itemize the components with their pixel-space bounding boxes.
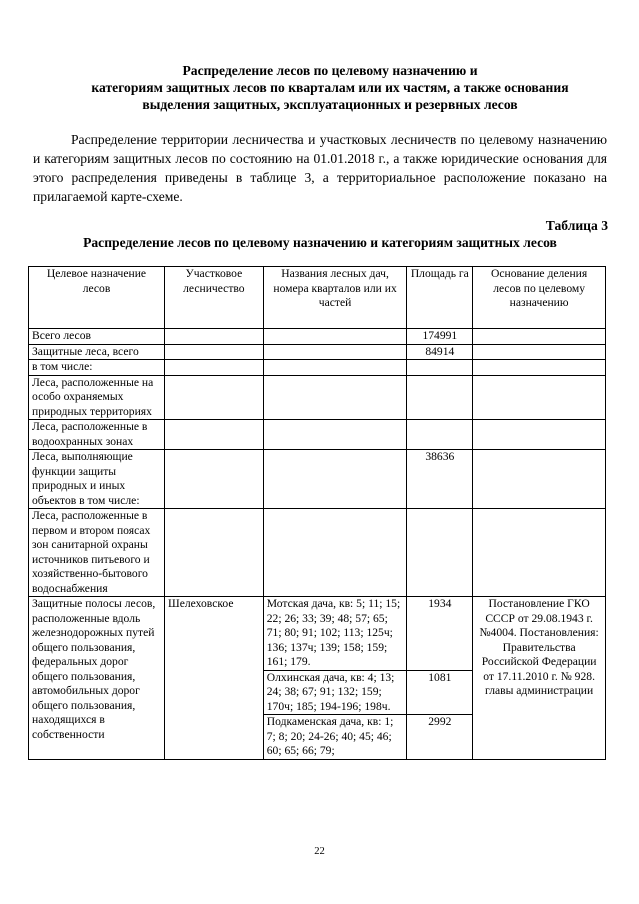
basis-cell: [473, 360, 606, 376]
header-dachas: Названия лесных дач, номера кварталов или их частей: [263, 267, 407, 329]
dachas-cell: [263, 420, 407, 450]
table-title: Распределение лесов по целевому назначению и категориям защитных лесов: [83, 235, 557, 250]
purpose-cell: Защитные леса, всего: [29, 344, 165, 360]
district-cell: [165, 509, 264, 597]
table-row: [29, 597, 606, 671]
dachas-cell: Подкаменская дача, кв: 1; 7; 8; 20; 24-26; 40; 45; 46; 60; 65; 66; 79;: [263, 715, 407, 760]
area-cell: [407, 420, 473, 450]
district-cell: [165, 450, 264, 509]
district-cell: [165, 375, 264, 420]
header-basis: Основание деления лесов по целевому назначению: [473, 267, 606, 329]
purpose-cell: Леса, расположенные в первом и втором поясах зон санитарной охраны источников питьевого и хозяйственно-бытового водоснабжения: [29, 509, 165, 597]
dachas-cell: [263, 344, 407, 360]
area-cell: [407, 360, 473, 376]
purpose-cell: Леса, расположенные на особо охраняемых природных территориях: [29, 375, 165, 420]
dachas-cell: [263, 509, 407, 597]
document-heading: [40, 62, 620, 113]
header-purpose: Целевое назначение лесов: [29, 267, 165, 329]
intro-paragraph: Распределение территории лесничества и участковых лесничеств по целевому назначению и категориям защитных лесов по состоянию на 01.01.2018 г., а также юридические основания для этого распределения приведены в таблице 3, а территориальное расположение показано на прилагаемой карте-схеме.: [33, 132, 607, 204]
table-row: [29, 344, 606, 360]
district-cell: [165, 360, 264, 376]
basis-cell: [473, 329, 606, 345]
purpose-cell: Леса, расположенные в водоохранных зонах: [29, 420, 165, 450]
table-row: [29, 420, 606, 450]
basis-cell: [473, 344, 606, 360]
dachas-cell: Олхинская дача, кв: 4; 13; 24; 38; 67; 91; 132; 159; 170ч; 185; 194-196; 198ч.: [263, 670, 407, 715]
table-row: [29, 450, 606, 509]
basis-cell: [473, 375, 606, 420]
district-cell: [165, 329, 264, 345]
basis-cell: [473, 450, 606, 509]
area-cell: 84914: [407, 344, 473, 360]
purpose-cell: Всего лесов: [29, 329, 165, 345]
heading-line-1: Распределение лесов по целевому назначению и: [182, 63, 478, 78]
heading-line-3: выделения защитных, эксплуатационных и резервных лесов: [142, 97, 518, 112]
basis-cell: [473, 509, 606, 597]
district-cell: [165, 344, 264, 360]
dachas-cell: [263, 360, 407, 376]
district-cell: Шелеховское: [165, 597, 264, 760]
header-area: Площадь га: [407, 267, 473, 329]
table-row: [29, 360, 606, 376]
district-cell: [165, 420, 264, 450]
table-row: [29, 509, 606, 597]
table-header-row: [29, 267, 606, 329]
basis-cell: [473, 420, 606, 450]
dachas-cell: [263, 329, 407, 345]
area-cell: 1934: [407, 597, 473, 671]
purpose-cell: в том числе:: [29, 360, 165, 376]
dachas-cell: [263, 450, 407, 509]
table-row: [29, 375, 606, 420]
forest-distribution-table: [28, 266, 606, 760]
dachas-cell: [263, 375, 407, 420]
area-cell: 2992: [407, 715, 473, 760]
area-cell: [407, 509, 473, 597]
header-district: Участковое лесничество: [165, 267, 264, 329]
dachas-cell: Мотская дача, кв: 5; 11; 15; 22; 26; 33; 39; 48; 57; 65; 71; 80; 91; 102; 113; 125ч; 136; 137ч; 139; 158; 159; 161; 179.: [263, 597, 407, 671]
area-cell: [407, 375, 473, 420]
area-cell: 38636: [407, 450, 473, 509]
basis-cell: Постановление ГКО СССР от 29.08.1943 г. №4004. Постановления: Правительства Российской Федерации от 17.11.2010 г. № 928. главы администрации: [473, 597, 606, 760]
table-caption: Таблица 3: [545, 218, 608, 233]
purpose-cell: Защитные полосы лесов, расположенные вдоль железнодорожных путей общего пользования, федеральных дорог общего пользования, автомобильных дорог общего пользования, находящихся в собственности: [29, 597, 165, 760]
page-number: 22: [314, 846, 325, 857]
heading-line-2: категориям защитных лесов по кварталам или их частям, а также основания: [91, 80, 569, 95]
purpose-cell: Леса, выполняющие функции защиты природных и иных объектов в том числе:: [29, 450, 165, 509]
area-cell: 1081: [407, 670, 473, 715]
area-cell: 174991: [407, 329, 473, 345]
table-row: [29, 329, 606, 345]
